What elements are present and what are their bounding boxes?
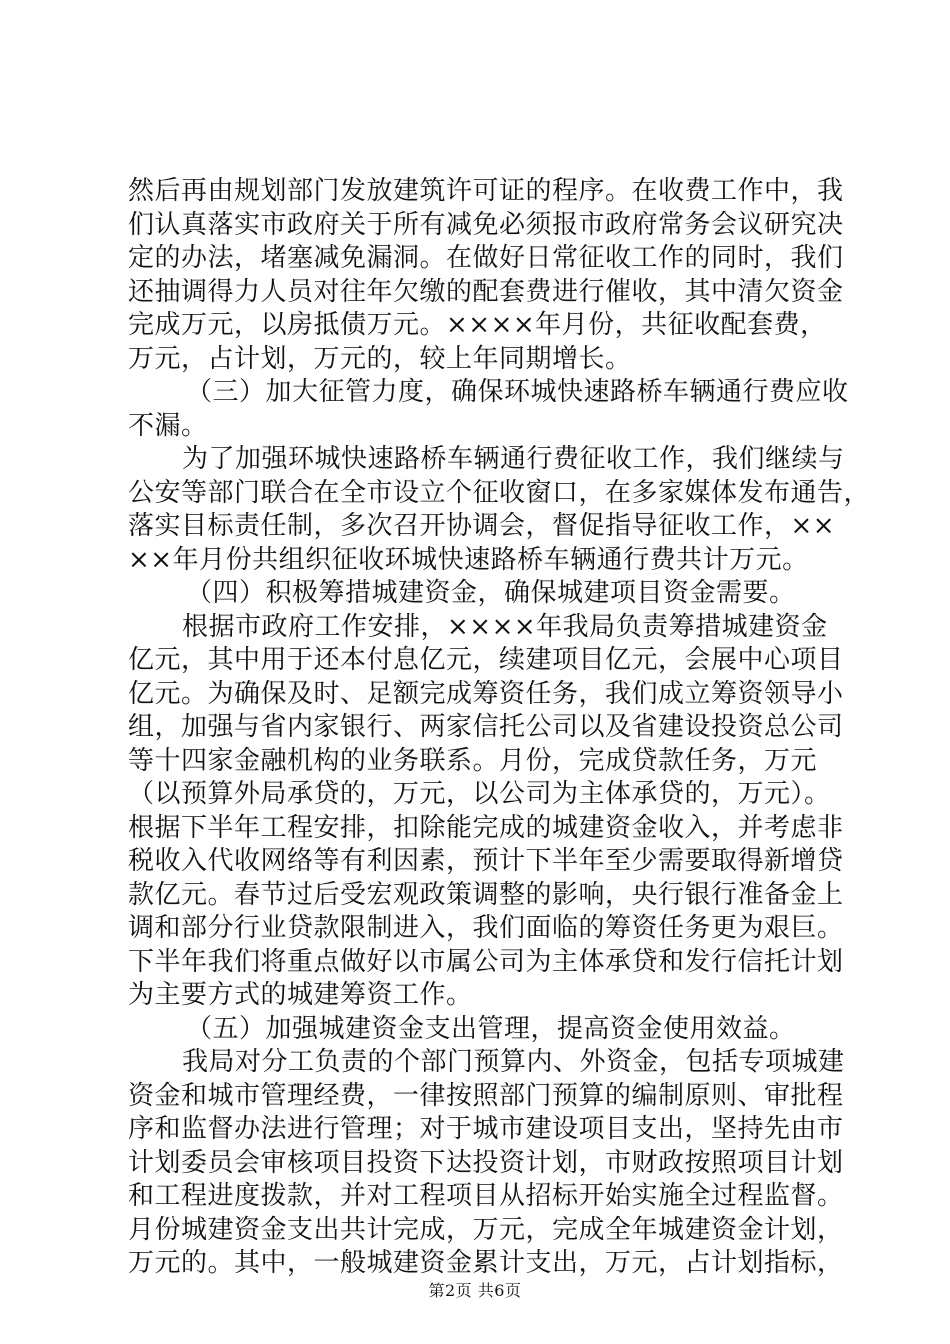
- text-line: 和工程进度拨款，并对工程项目从招标开始实施全过程监督。: [128, 1181, 844, 1211]
- paragraph-start: 为了加强环城快速路桥车辆通行费征收工作，我们继续与: [182, 444, 845, 474]
- text-line: 调和部分行业贷款限制进入，我们面临的筹资任务更为艰巨。: [128, 913, 844, 943]
- section-heading: （五）加强城建资金支出管理，提高资金使用效益。: [186, 1013, 796, 1044]
- text-line: 公安等部门联合在全市设立个征收窗口，在多家媒体发布通告，: [128, 477, 871, 508]
- text-line: 们认真落实市政府关于所有减免必须报市政府常务会议研究决: [128, 209, 844, 240]
- document-body: [128, 175, 871, 1281]
- section-heading: （三）加大征管力度，确保环城快速路桥车辆通行费应收: [186, 377, 849, 407]
- section-heading: （四）积极筹措城建资金，确保城建项目资金需要。: [186, 578, 796, 608]
- text-line: 万元，占计划，万元的，较上年同期增长。: [128, 343, 632, 374]
- text-line: 序和监督办法进行管理；对于城市建设项目支出，坚持先由市: [128, 1114, 844, 1144]
- text-line: 计划委员会审核项目投资下达投资计划，市财政按照项目计划: [128, 1147, 844, 1178]
- text-line: 组，加强与省内家银行、两家信托公司以及省建设投资总公司: [128, 712, 844, 742]
- text-line: 完成万元，以房抵债万元。××××年月份，共征收配套费，: [128, 310, 827, 340]
- paragraph-start: 根据市政府工作安排，××××年我局负责筹措城建资金: [182, 611, 828, 642]
- text-line: 亿元，其中用于还本付息亿元，续建项目亿元，会展中心项目: [128, 645, 844, 675]
- text-line: 落实目标责任制，多次召开协调会，督促指导征收工作，××: [128, 511, 836, 541]
- text-line: 月份城建资金支出共计完成，万元，完成全年城建资金计划，: [128, 1214, 844, 1245]
- text-line: 下半年我们将重点做好以市属公司为主体承贷和发行信托计划: [128, 946, 844, 977]
- text-line: 不漏。: [128, 410, 208, 441]
- text-line: 税收入代收网络等有利因素，预计下半年至少需要取得新增贷: [128, 846, 844, 876]
- text-line: 资金和城市管理经费，一律按照部门预算的编制原则、审批程: [128, 1080, 844, 1111]
- text-line: 款亿元。春节过后受宏观政策调整的影响，央行银行准备金上: [128, 879, 844, 910]
- text-line: 万元的。其中，一般城建资金累计支出，万元，占计划指标，: [128, 1248, 844, 1278]
- text-line: 等十四家金融机构的业务联系。月份，完成贷款任务，万元: [128, 745, 818, 776]
- text-line: 根据下半年工程安排，扣除能完成的城建资金收入，并考虑非: [128, 812, 844, 843]
- text-line: 为主要方式的城建筹资工作。: [128, 980, 473, 1010]
- text-line: ××年月份共组织征收环城快速路桥车辆通行费共计万元。: [128, 544, 809, 575]
- page-number-footer: 第2页 共6页: [428, 1281, 522, 1300]
- text-line: 定的办法，堵塞减免漏洞。在做好日常征收工作的同时，我们: [128, 243, 844, 273]
- text-line: 还抽调得力人员对往年欠缴的配套费进行催收，其中清欠资金: [128, 276, 844, 307]
- text-line: 然后再由规划部门发放建筑许可证的程序。在收费工作中，我: [128, 176, 844, 206]
- text-line: 亿元。为确保及时、足额完成筹资任务，我们成立筹资领导小: [128, 678, 844, 709]
- paragraph-start: 我局对分工负责的个部门预算内、外资金，包括专项城建: [182, 1047, 845, 1077]
- text-line: （以预算外局承贷的，万元，以公司为主体承贷的，万元）。: [128, 779, 831, 809]
